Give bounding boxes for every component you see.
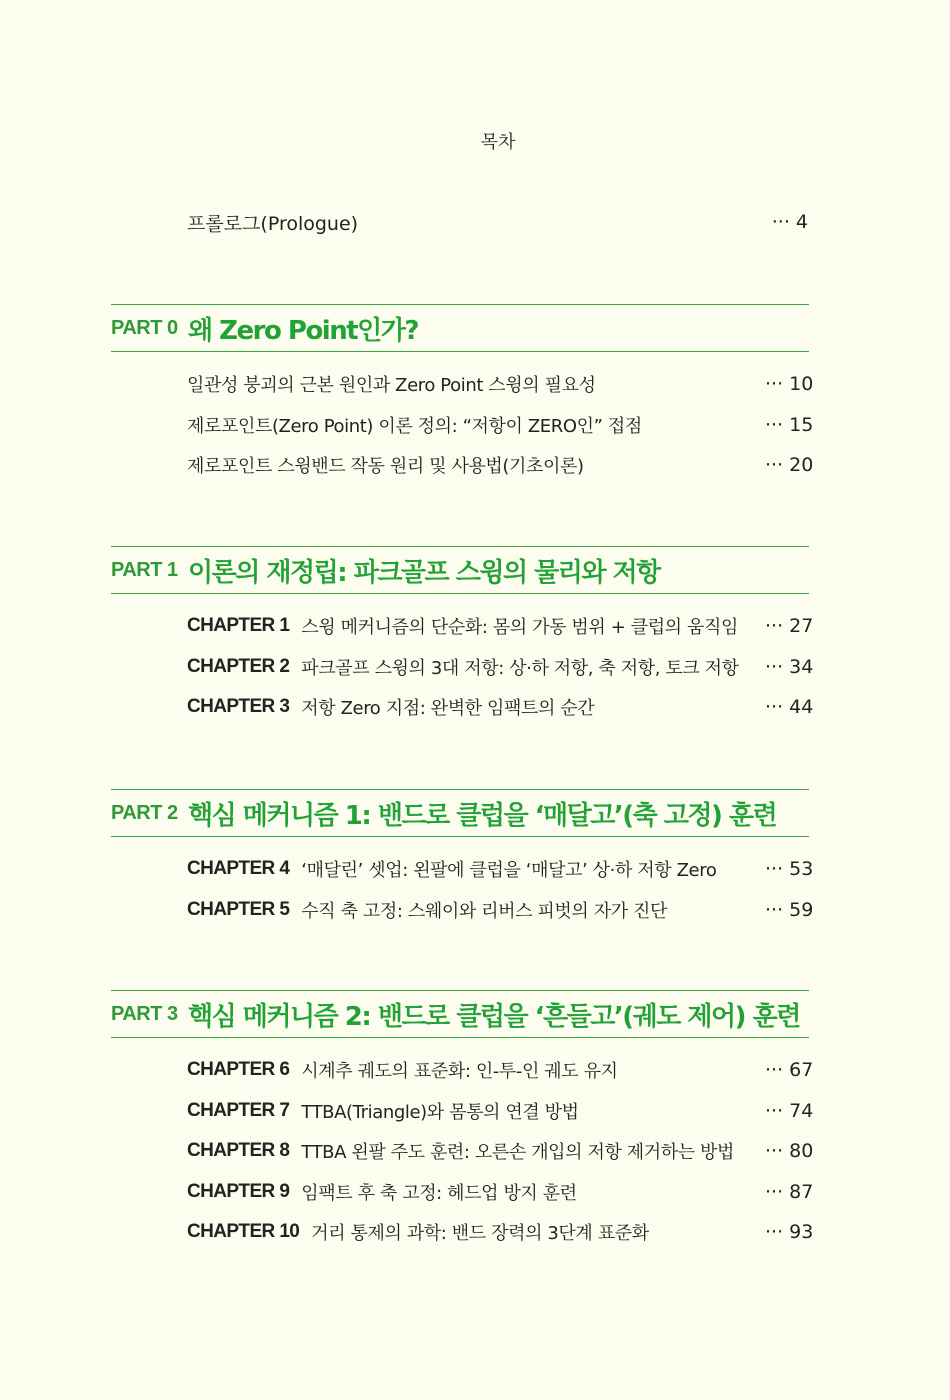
chapter-label: CHAPTER 5 xyxy=(187,898,290,920)
part-2 xyxy=(111,789,814,930)
part-header xyxy=(111,990,809,1038)
part-label: PART 3 xyxy=(111,1002,178,1025)
entry-title: 제로포인트(Zero Point) 이론 정의: “저항이 ZERO인” 접점 xyxy=(187,415,642,437)
chapter-label: CHAPTER 7 xyxy=(187,1099,290,1121)
prologue-title: 프롤로그(Prologue) xyxy=(187,212,359,235)
entry-list xyxy=(111,1038,814,1253)
chapter-label: CHAPTER 2 xyxy=(187,655,290,677)
toc-entry xyxy=(111,647,814,688)
entry-title: 제로포인트 스윙밴드 작동 원리 및 사용법(기초이론) xyxy=(187,456,584,478)
entry-title: TTBA 왼팔 주도 훈련: 오른손 개입의 저항 제거하는 방법 xyxy=(301,1142,735,1164)
entry-page: ··· 27 xyxy=(765,615,814,638)
toc-entry xyxy=(111,445,814,486)
toc-entry xyxy=(111,1212,814,1253)
toc-entry xyxy=(111,1050,814,1091)
part-3 xyxy=(111,990,814,1253)
entry-list xyxy=(111,352,814,486)
entry-title: 저항 Zero 지점: 완벽한 임팩트의 순간 xyxy=(301,698,595,720)
entry-page: ··· 53 xyxy=(765,858,814,881)
part-1 xyxy=(111,546,814,728)
prologue-page: ··· 4 xyxy=(771,211,808,233)
toc-entry xyxy=(111,1131,814,1172)
prologue-entry xyxy=(187,208,808,236)
entry-title: 파크골프 스윙의 3대 저항: 상·하 저항, 축 저항, 토크 저항 xyxy=(301,657,739,679)
entry-page: ··· 87 xyxy=(765,1180,814,1203)
chapter-label: CHAPTER 4 xyxy=(187,858,290,880)
chapter-label: CHAPTER 6 xyxy=(187,1059,290,1081)
chapter-label: CHAPTER 1 xyxy=(187,615,290,637)
part-title: 왜 Zero Point인가? xyxy=(188,315,418,346)
entry-title: 시계추 궤도의 표준화: 인-투-인 궤도 유지 xyxy=(301,1061,618,1083)
entry-page: ··· 59 xyxy=(765,898,814,921)
part-0 xyxy=(111,304,814,486)
part-title: 핵심 메커니즘 1: 밴드로 클럽을 ‘매달고’(축 고정) 훈련 xyxy=(188,800,777,831)
entry-title: 스윙 메커니즘의 단순화: 몸의 가동 범위 + 클럽의 움직임 xyxy=(301,617,738,639)
entry-title: 거리 통제의 과학: 밴드 장력의 3단계 표준화 xyxy=(311,1223,649,1245)
toc-entry xyxy=(111,606,814,647)
entry-page: ··· 93 xyxy=(765,1221,814,1244)
part-header xyxy=(111,789,809,837)
chapter-label: CHAPTER 8 xyxy=(187,1140,290,1162)
part-label: PART 0 xyxy=(111,316,178,339)
entry-page: ··· 20 xyxy=(765,454,814,477)
toc-entry xyxy=(111,1172,814,1213)
toc-entry xyxy=(111,405,814,446)
toc-entry xyxy=(111,849,814,890)
chapter-label: CHAPTER 10 xyxy=(187,1221,300,1243)
entry-page: ··· 15 xyxy=(765,413,814,436)
toc-entry xyxy=(111,687,814,728)
part-title: 이론의 재정립: 파크골프 스윙의 물리와 저항 xyxy=(188,557,660,588)
entry-page: ··· 10 xyxy=(765,373,814,396)
part-header xyxy=(111,546,809,594)
entry-page: ··· 34 xyxy=(765,655,814,678)
part-label: PART 1 xyxy=(111,558,178,581)
entry-title: 일관성 붕괴의 근본 원인과 Zero Point 스윙의 필요성 xyxy=(187,375,596,397)
entry-title: ‘매달린’ 셋업: 왼팔에 클럽을 ‘매달고’ 상·하 저항 Zero xyxy=(301,860,717,882)
entry-page: ··· 67 xyxy=(765,1059,814,1082)
chapter-label: CHAPTER 9 xyxy=(187,1180,290,1202)
entry-title: 임팩트 후 축 고정: 헤드업 방지 훈련 xyxy=(301,1182,577,1204)
toc-entry xyxy=(111,890,814,931)
entry-page: ··· 80 xyxy=(765,1140,814,1163)
entry-list xyxy=(111,594,814,728)
entry-page: ··· 74 xyxy=(765,1099,814,1122)
entry-list xyxy=(111,837,814,930)
part-title: 핵심 메커니즘 2: 밴드로 클럽을 ‘흔들고’(궤도 제어) 훈련 xyxy=(188,1001,800,1032)
part-label: PART 2 xyxy=(111,801,178,824)
part-header xyxy=(111,304,809,352)
page-title: 목차 xyxy=(480,132,516,153)
chapter-label: CHAPTER 3 xyxy=(187,696,290,718)
entry-title: 수직 축 고정: 스웨이와 리버스 피벗의 자가 진단 xyxy=(301,900,667,922)
entry-title: TTBA(Triangle)와 몸통의 연결 방법 xyxy=(301,1101,579,1123)
entry-page: ··· 44 xyxy=(765,696,814,719)
toc-entry xyxy=(111,364,814,405)
toc-entry xyxy=(111,1091,814,1132)
